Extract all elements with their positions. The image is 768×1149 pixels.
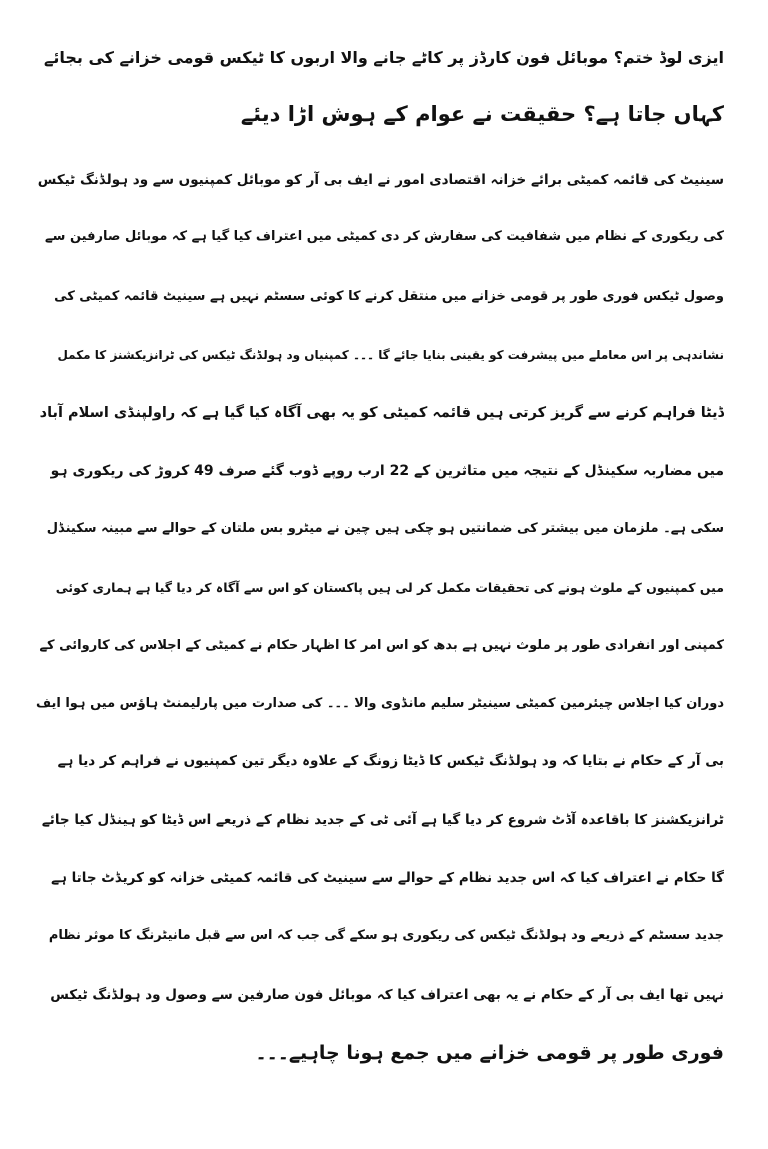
body-line: فوری طور پر قومی خزانے میں جمع ہونا چاہیے۔۔۔ — [255, 1042, 724, 1064]
headline-line-1: ایزی لوڈ ختم؟ موبائل فون کارڈز پر کاٹے جانے والا اربوں کا ٹیکس قومی خزانے کی بجائے — [43, 48, 724, 67]
body-line: کمپنی اور انفرادی طور پر ملوث نہیں ہے بدھ کو اس امر کا اظہار حکام نے کمیٹی کے اجلاس کی کاروائی کے — [39, 638, 724, 653]
body-line: ڈیٹا فراہم کرنے سے گریز کرتی ہیں قائمہ کمیٹی کو یہ بھی آگاہ کیا گیا ہے کہ راولپنڈی اسلام آباد — [39, 405, 724, 421]
body-line: نہیں تھا ایف بی آر کے حکام نے یہ بھی اعتراف کیا کہ موبائل فون صارفین سے وصول ود ہولڈنگ ٹیکس — [50, 987, 724, 1003]
body-line: دوران کیا اجلاس چیئرمین کمیٹی سینیٹر سلیم مانڈوی والا ۔۔۔ کی صدارت میں پارلیمنٹ ہاؤس میں ہوا ایف — [35, 696, 724, 711]
body-line: جدید سسٹم کے ذریعے ود ہولڈنگ ٹیکس کی ریکوری ہو سکے گی جب کہ اس سے قبل مانیٹرنگ کا موثر نظام — [48, 928, 724, 943]
body-line: میں مضاربہ سکینڈل کے نتیجہ میں متاثرین کے 22 ارب روپے ڈوب گئے صرف 49 کروڑ کی ریکوری ہو — [50, 463, 724, 479]
body-line: وصول ٹیکس فوری طور پر قومی خزانے میں منتقل کرنے کا کوئی سسٹم نہیں ہے سینیٹ قائمہ کمیٹی کی — [54, 289, 724, 304]
body-line: نشاندہی پر اس معاملے میں پیشرفت کو یقینی بنایا جائے گا ۔۔۔ کمپنیاں ود ہولڈنگ ٹیکس کی ٹرانزیکشنز کا مکمل — [57, 348, 724, 362]
body-line: سکی ہے۔ ملزمان میں بیشتر کی ضمانتیں ہو چکی ہیں چین نے میٹرو بس ملتان کے حوالے سے مبینہ سکینڈل — [46, 521, 724, 536]
body-line: میں کمپنیوں کے ملوث ہونے کی تحقیقات مکمل کر لی ہیں پاکستان کو اس سے آگاہ کر دیا گیا ہے ہماری کوئی — [55, 580, 724, 595]
body-line: کی ریکوری کے نظام میں شفافیت کی سفارش کر دی کمیٹی میں اعتراف کیا گیا ہے کہ موبائل صارفین سے — [45, 229, 724, 244]
body-line: سینیٹ کی قائمہ کمیٹی برائے خزانہ اقتصادی امور نے ایف بی آر کو موبائل کمپنیوں سے ود ہولڈنگ ٹیکس — [37, 172, 724, 188]
headline-line-2: کہاں جاتا ہے؟ حقیقت نے عوام کے ہوش اڑا دیئے — [240, 102, 724, 126]
body-line: ٹرانزیکشنز کا باقاعدہ آڈٹ شروع کر دیا گیا ہے آئی ٹی کے جدید نظام کے ذریعے اس ڈیٹا کو ہینڈل کیا جائے — [41, 812, 724, 828]
body-line: گا حکام نے اعتراف کیا کہ اس جدید نظام کے حوالے سے سینیٹ کی قائمہ کمیٹی خزانہ کو کریڈٹ جاتا ہے — [51, 870, 724, 886]
body-line: بی آر کے حکام نے بتایا کہ ود ہولڈنگ ٹیکس کا ڈیٹا زونگ کے علاوہ دیگر تین کمپنیوں نے فراہم کر دیا ہے — [57, 753, 724, 769]
